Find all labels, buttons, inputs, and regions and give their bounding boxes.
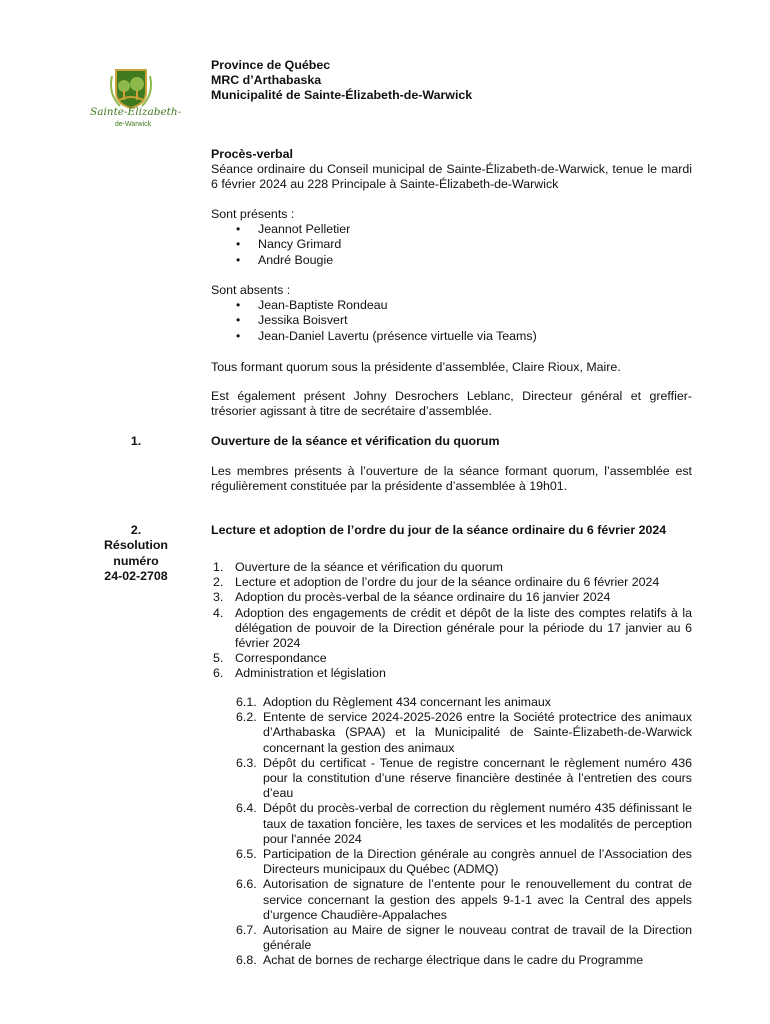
agenda-item: 2. Lecture et adoption de l’ordre du jour de la séance ordinaire du 6 février 2024 (213, 575, 660, 590)
resolution-label-2: numéro (113, 553, 159, 568)
list-item: • Jean-Baptiste Rondeau (236, 298, 537, 313)
pv-title: Procès-verbal (211, 147, 293, 161)
section-1-body: Les membres présents à l’ouverture de la séance formant quorum, l’assemblée est régulièrement constituée par la présidente d’assemblée à 19h01. (211, 464, 692, 494)
section-2-number (90, 523, 182, 585)
pv-intro: Séance ordinaire du Conseil municipal de Sainte-Élizabeth-de-Warwick, tenue le mardi 6 février 2024 au 228 Principale à Sainte-Élizabeth-de-Warwick (211, 162, 692, 192)
also-present-statement: Est également présent Johny Desrochers Leblanc, Directeur général et greffier-trésorier agissant à titre de secrétaire d’assemblée. (211, 389, 692, 419)
agenda-subitem: 6.5. Participation de la Direction générale au congrès annuel de l’Association des Directeurs municipaux du Québec (ADMQ) (236, 847, 692, 877)
agenda-list (213, 560, 692, 682)
agenda-subitem: 6.1. Adoption du Règlement 434 concernant les animaux (236, 695, 551, 709)
agenda-subitem: 6.7. Autorisation au Maire de signer le nouveau contrat de travail de la Direction générale (236, 923, 692, 953)
agenda-item: 1. Ouverture de la séance et vérification du quorum (213, 560, 503, 574)
section-1-number: 1. (130, 434, 142, 448)
logo-small-name: de-Warwick (114, 121, 152, 128)
agenda-item: 5. Correspondance (213, 651, 327, 666)
list-item: • Jeannot Pelletier (236, 222, 350, 237)
header-municipality: Municipalité de Sainte-Élizabeth-de-Warwick (211, 88, 473, 102)
present-list (236, 222, 350, 268)
agenda-subitem: 6.3. Dépôt du certificat - Tenue de registre concernant le règlement numéro 436 pour la constitution d’une réserve financière destinée à l’entretien des cours d’eau (236, 755, 692, 801)
agenda-item: 6. Administration et législation (213, 666, 386, 681)
quorum-statement: Tous formant quorum sous la présidente d’assemblée, Claire Rioux, Maire. (211, 360, 621, 374)
resolution-label: Résolution (103, 538, 169, 553)
header-mrc: MRC d’Arthabaska (211, 73, 322, 87)
list-item: • Jean-Daniel Lavertu (présence virtuelle via Teams) (236, 329, 537, 344)
agenda-item: 3. Adoption du procès-verbal de la séance ordinaire du 16 janvier 2024 (213, 590, 611, 605)
list-item: • Jessika Boisvert (236, 313, 537, 328)
municipal-logo (86, 66, 180, 132)
agenda-subitem: 6.8. Achat de bornes de recharge électrique dans le cadre du Programme (236, 953, 644, 968)
agenda-subitem: 6.4. Dépôt du procès-verbal de correction du règlement numéro 435 définissant le taux de taxation foncière, les taxes de services et les modalités de perception pour l'année 2024 (236, 801, 692, 846)
list-item: • Nancy Grimard (236, 237, 350, 252)
agenda-item: 4. Adoption des engagements de crédit et dépôt de la liste des comptes relatifs à la délégation de pouvoir de la Direction générale pour la période du 17 janvier au 6 février 2024 (213, 605, 692, 651)
section-2-index: 2. (130, 523, 142, 537)
resolution-number: 24-02-2708 (104, 569, 168, 584)
agenda-subitem: 6.6. Autorisation de signature de l’entente pour le renouvellement du contrat de service concernant la gestion des appels 9-1-1 avec la Central des appels d’urgence Chaudière-Appalaches (236, 877, 692, 922)
absent-label: Sont absents : (211, 283, 291, 297)
section-1-title: Ouverture de la séance et vérification du quorum (211, 434, 500, 448)
absent-list (236, 298, 537, 344)
section-2-title: Lecture et adoption de l’ordre du jour de la séance ordinaire du 6 février 2024 (211, 523, 667, 537)
header-province: Province de Québec (211, 58, 331, 72)
present-label: Sont présents : (211, 207, 295, 221)
agenda-subitem: 6.2. Entente de service 2024-2025-2026 entre la Société protectrice des animaux d’Arthabaska (SPAA) et la Municipalité de Sainte-Élizabeth-de-Warwick concernant la gestion des animaux (236, 710, 692, 755)
logo-script-name: Sainte-Élizabeth- (90, 106, 182, 118)
list-item: • André Bougie (236, 253, 350, 268)
agenda-sublist (236, 695, 692, 969)
